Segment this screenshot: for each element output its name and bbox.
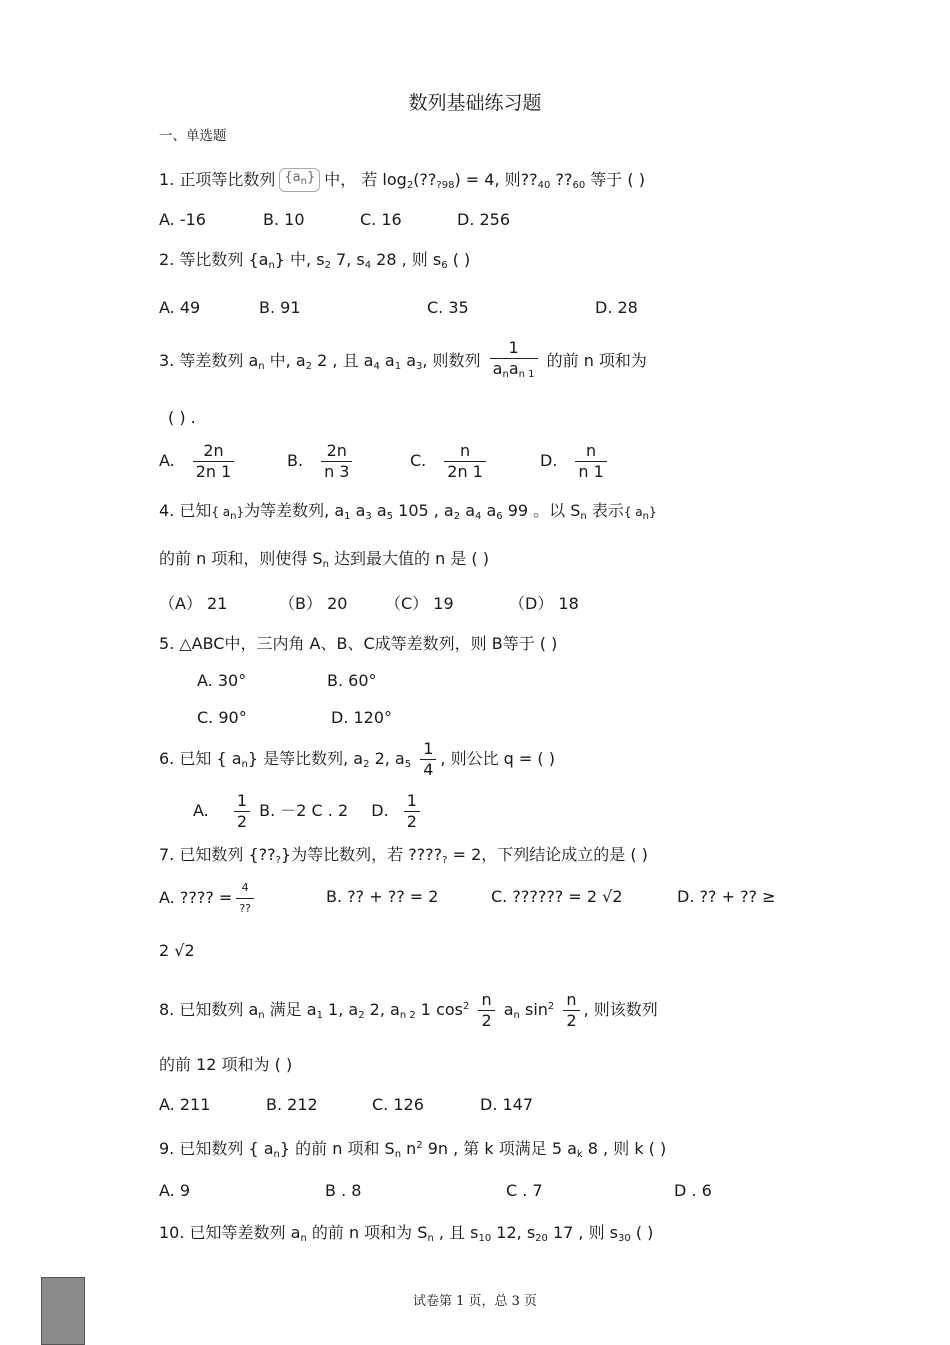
option: B. ?? + ?? = 2	[326, 887, 439, 906]
question-9: 9. 已知数列 { $a_n$} 的前 n 项和 $S_n$ $n^2$ 9n , 第 k 项满足 5 $a_k$ 8 , 则 k ( )	[159, 1139, 667, 1160]
fraction: $\frac{1}{a_na_{n 1}}$	[490, 338, 538, 385]
fraction: $\frac{1}{4}$	[420, 739, 436, 780]
option: （B） 20	[279, 594, 348, 613]
option: A. ???? = $\frac{4}{??}$	[159, 878, 258, 919]
question-5: 5. △ABC中，三内角 A、B、C成等差数列，则 B等于 ( )	[159, 634, 558, 653]
option: C . 7	[506, 1181, 543, 1200]
option: A. 211	[159, 1095, 211, 1114]
option: B . 8	[325, 1181, 362, 1200]
option: D. $\frac{n}{n 1}$	[540, 440, 611, 482]
question-7: 7. 已知数列 $\{??_?\}$为等比数列，若 $????_? = 2$，下列结论成立的是 ( )	[159, 845, 648, 866]
fraction: $\frac{1}{2}$	[404, 791, 420, 832]
option: D. 147	[480, 1095, 534, 1114]
q7-option-d-continued: 2 √2	[159, 941, 195, 960]
option: D. 256	[457, 210, 511, 229]
option: C. 16	[360, 210, 402, 229]
fraction: $\frac{n}{2}$	[563, 990, 579, 1031]
sequence-brace-icon: $\{a_n\}$	[279, 168, 320, 192]
question-4-line2: 的前 n 项和，则使得 $S_n$ 达到最大值的 n 是 ( )	[159, 549, 489, 570]
option: （C） 19	[385, 594, 454, 613]
option: A. -16	[159, 210, 206, 229]
option: A. $\frac{2n}{2n 1}$	[159, 440, 238, 482]
option: C. 35	[427, 298, 469, 317]
question-8-line2: 的前 12 项和为 ( )	[159, 1055, 293, 1074]
question-1: 1. 正项等比数列 $\{a_n\}$ 中， 若 $\log_2(??_{?98}) = 4$, 则$??_{40}$ $??_{60}$ 等于 ( )	[159, 170, 645, 191]
question-4: 4. 已知{ $a_n$}为等差数列, $a_1$ $a_3$ $a_5$ 105 , $a_2$ $a_4$ $a_6$ 99 。以 $S_n$ 表示{ $a_n$}	[159, 501, 657, 522]
question-6: 6. 已知 { $a_n$} 是等比数列, $a_2$ 2, $a_5$ $\frac{1}{4}$ , 则公比 q = ( )	[159, 739, 555, 779]
option: D. 120°	[331, 708, 393, 727]
option: （D） 18	[509, 594, 579, 613]
q3-answer-paren: ( ) .	[168, 408, 196, 427]
option: C. 126	[372, 1095, 424, 1114]
option: B. 60°	[327, 671, 377, 690]
option: B. 91	[259, 298, 301, 317]
fraction: $\frac{n}{2}$	[478, 990, 494, 1031]
section-heading: 一、单选题	[159, 128, 227, 144]
option: D. ?? + ?? ≥	[677, 887, 776, 906]
question-3: 3. 等差数列 $a_n$ 中, $a_2$ 2 , 且 $a_4$ $a_1$ $a_3$, 则数列 $\frac{1}{a_na_{n 1}}$ 的前 n 项和为	[159, 338, 647, 388]
option: A. 30°	[197, 671, 247, 690]
page-title: 数列基础练习题	[408, 92, 542, 114]
option: B. 212	[266, 1095, 318, 1114]
option: A. 49	[159, 298, 201, 317]
option: C. 90°	[197, 708, 247, 727]
question-2: 2. 等比数列 $\{a_n\}$ 中, $s_2$ 7, $s_4$ 28 , 则 $s_6$ ( )	[159, 250, 471, 271]
page-footer: 试卷第 1 页，总 3 页	[412, 1294, 538, 1309]
margin-gray-block	[41, 1277, 85, 1345]
question-8: 8. 已知数列 $a_n$ 满足 $a_1$ 1, $a_2$ 2, $a_{n 2}$ 1 $\cos^2$ $\frac{n}{2}$ $a_n$ $\sin^2$ $\frac{n}{2}$ , 则该数列	[159, 990, 658, 1030]
fraction: $\frac{1}{2}$	[234, 791, 250, 832]
option: B. 10	[263, 210, 305, 229]
option: C. $\frac{n}{2n 1}$	[410, 440, 490, 482]
option: B. $\frac{2n}{n 3}$	[287, 440, 356, 482]
option: A. 9	[159, 1181, 191, 1200]
option: D. 28	[595, 298, 638, 317]
question-10: 10. 已知等差数列 $a_n$ 的前 n 项和为 $S_n$ , 且 $s_{10}$ 12, $s_{20}$ 17 , 则 $s_{30}$ ( )	[159, 1223, 654, 1244]
q6-options: A. $\frac{1}{2}$ B. －2 C . 2 D. $\frac{1}{2}$	[193, 790, 424, 832]
option: C. ?????? = 2 √2	[491, 887, 623, 906]
option: D . 6	[674, 1181, 712, 1200]
option: （A） 21	[159, 594, 228, 613]
